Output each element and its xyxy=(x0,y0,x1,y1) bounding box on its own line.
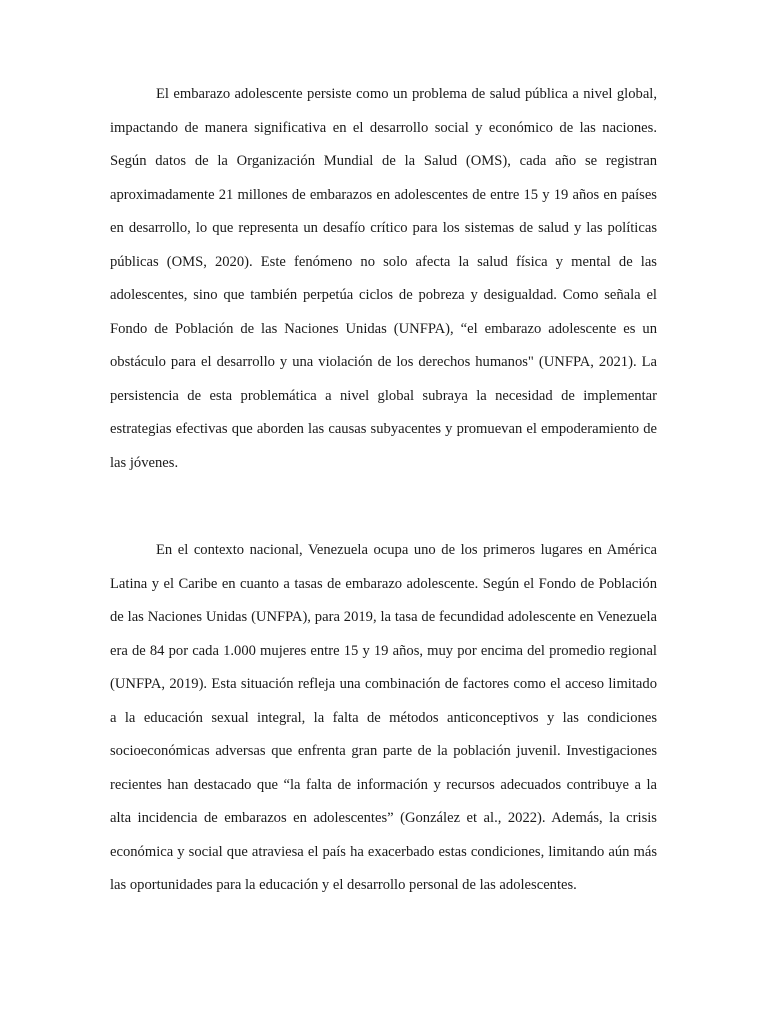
paragraph-block-2 xyxy=(110,534,657,903)
paragraph-global-context: El embarazo adolescente persiste como un problema de salud pública a nivel global, impactando de manera significativa en el desarrollo social y económico de las naciones. Según datos de la Organización Mundial de la Salud (OMS), cada año se registran aproximadamente 21 millones de embarazos en adolescentes de entre 15 y 19 años en países en desarrollo, lo que representa un desafío crítico para los sistemas de salud y las políticas públicas (OMS, 2020). Este fenómeno no solo afecta la salud física y mental de las adolescentes, sino que también perpetúa ciclos de pobreza y desigualdad. Como señala el Fondo de Población de las Naciones Unidas (UNFPA), “el embarazo adolescente es un obstáculo para el desarrollo y una violación de los derechos humanos" (UNFPA, 2021). La persistencia de esta problemática a nivel global subraya la necesidad de implementar estrategias efectivas que aborden las causas subyacentes y promuevan el empoderamiento de las jóvenes. xyxy=(110,86,657,471)
paragraph-block-1 xyxy=(110,78,657,480)
paragraph-national-context: En el contexto nacional, Venezuela ocupa uno de los primeros lugares en América Latina y el Caribe en cuanto a tasas de embarazo adolescente. Según el Fondo de Población de las Naciones Unidas (UNFPA), para 2019, la tasa de fecundidad adolescente en Venezuela era de 84 por cada 1.000 mujeres entre 15 y 19 años, muy por encima del promedio regional (UNFPA, 2019). Esta situación refleja una combinación de factores como el acceso limitado a la educación sexual integral, la falta de métodos anticonceptivos y las condiciones socioeconómicas adversas que enfrenta gran parte de la población juvenil. Investigaciones recientes han destacado que “la falta de información y recursos adecuados contribuye a la alta incidencia de embarazos en adolescentes” (González et al., 2022). Además, la crisis económica y social que atraviesa el país ha exacerbado estas condiciones, limitando aún más las oportunidades para la educación y el desarrollo personal de las adolescentes. xyxy=(110,542,657,893)
